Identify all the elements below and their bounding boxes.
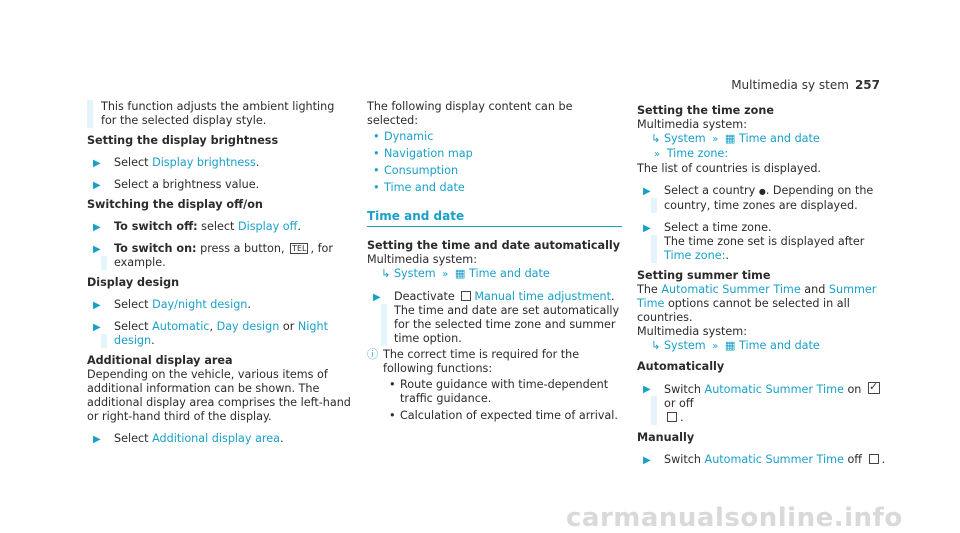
step-text: . The time and date are set automatically for the selected time zone and summer time option.	[394, 290, 620, 345]
step-arrow-icon: ▶	[93, 244, 101, 255]
info-icon: ⓘ	[367, 348, 379, 361]
design-step-2	[87, 320, 352, 348]
summer-text-part: The	[637, 283, 662, 296]
info-note	[367, 348, 622, 423]
step-text: or	[279, 320, 298, 333]
checkbox-empty-icon	[461, 291, 471, 301]
automatically-heading: Automatically	[637, 360, 725, 373]
step-text: .	[297, 220, 301, 233]
section-title: Multimedia sy stem	[731, 78, 849, 92]
step-text: ,	[209, 320, 217, 333]
step-text: Select a brightness value.	[114, 178, 260, 191]
path-system[interactable]: System	[393, 267, 436, 280]
step-text: Select	[114, 156, 153, 169]
path-system[interactable]: System	[663, 132, 706, 145]
running-header	[731, 78, 880, 92]
multimedia-label-2: Multimedia system:	[637, 325, 747, 338]
double-chevron-icon: »	[712, 134, 719, 145]
info-item: • Route guidance with time-dependent traffic guidance.	[383, 378, 622, 406]
column-2	[367, 100, 622, 426]
step-arrow-icon: ▶	[643, 384, 651, 395]
countries-text: The list of countries is displayed.	[637, 162, 821, 175]
step-text: on	[843, 383, 865, 396]
path-time-zone[interactable]: Time zone:	[666, 147, 729, 160]
summer-time-heading: Setting summer time	[637, 269, 771, 282]
step-text: . Depending on the country, time zones are displayed.	[664, 184, 874, 212]
step-bar	[651, 396, 657, 425]
step-text: press a button,	[196, 242, 289, 255]
step-arrow-icon: ▶	[93, 180, 101, 191]
step-text: , for example.	[114, 242, 333, 269]
onoff-heading: Switching the display off/on	[87, 198, 263, 211]
double-chevron-icon: »	[442, 269, 449, 280]
brightness-step-1	[87, 156, 352, 170]
auto-summer-step: ▶ Switch Automatic Summer Time on ✓ or off .	[637, 382, 892, 425]
manual-summer-step: ▶ Switch Automatic Summer Time off .	[643, 453, 886, 466]
summer-text-part: and	[800, 283, 829, 296]
time-zone-link[interactable]: Time zone:	[664, 249, 726, 262]
step-label: To switch off:	[114, 220, 198, 233]
design-step-1	[87, 298, 352, 312]
switch-on-step	[87, 242, 352, 270]
automatic-summer-time-option[interactable]: Automatic Summer Time	[661, 283, 801, 296]
step-bar	[101, 256, 107, 270]
display-brightness-menu-item[interactable]: Display brightness	[152, 156, 256, 169]
path-time-and-date[interactable]: Time and date	[469, 267, 550, 280]
day-design-menu-item[interactable]: Day design	[216, 320, 280, 333]
step-bar	[651, 198, 657, 213]
step-text: Select a country	[664, 184, 756, 197]
step-text: Select a time zone.	[664, 221, 772, 234]
step-text: Switch	[664, 383, 705, 396]
checkbox-empty-icon	[667, 412, 677, 422]
step-bar	[381, 304, 387, 346]
step-arrow-icon: ▶	[93, 222, 101, 233]
step-bar	[651, 235, 657, 263]
radio-selected-icon: ●	[758, 187, 766, 196]
design-heading: Display design	[87, 276, 180, 289]
zone-step	[637, 221, 892, 263]
automatic-summer-time-switch-off[interactable]: Automatic Summer Time	[704, 453, 844, 466]
time-and-date-section-title: Time and date	[367, 209, 622, 227]
watermark: carmanualsonline.info	[566, 503, 903, 533]
deactivate-step	[367, 290, 622, 346]
menu-path	[637, 132, 892, 147]
intro-note: This function adjusts the ambient lighting for the selected display style.	[87, 100, 352, 128]
summer-time-option[interactable]: Summer Time	[637, 283, 877, 310]
step-text: Select	[114, 432, 153, 445]
return-arrow-icon: ↳	[651, 132, 661, 145]
step-text: .	[247, 298, 251, 311]
additional-area-step	[87, 432, 352, 446]
return-arrow-icon: ↳	[381, 267, 391, 280]
step-text: Deactivate	[394, 290, 459, 303]
menu-path-3	[637, 339, 892, 354]
double-chevron-icon: »	[712, 341, 719, 352]
menu-path-2	[637, 147, 892, 162]
checkbox-checked-icon	[868, 382, 880, 394]
additional-area-text: Depending on the vehicle, various items of additional information can be shown. The additional display area comprises the left-hand or right-hand third of the display.	[87, 368, 351, 423]
calendar-icon: ▦	[724, 339, 736, 352]
content-item-time-and-date[interactable]: • Time and date	[367, 181, 622, 195]
day-night-design-menu-item[interactable]: Day/night design	[152, 298, 248, 311]
path-time-and-date[interactable]: Time and date	[739, 339, 820, 352]
column-3	[637, 100, 892, 467]
content-item-consumption[interactable]: • Consumption	[367, 164, 622, 178]
column-1	[87, 100, 352, 446]
tel-key-icon: TEL	[292, 244, 307, 253]
step-arrow-icon: ▶	[93, 434, 101, 445]
switch-off-step	[87, 220, 352, 234]
checkbox-empty-icon	[869, 454, 879, 464]
page-number: 257	[854, 78, 880, 92]
calendar-icon: ▦	[454, 267, 466, 280]
automatic-summer-time-switch[interactable]: Automatic Summer Time	[704, 383, 844, 396]
step-text: off	[843, 453, 866, 466]
summer-text-part: options cannot be selected in all countries.	[637, 297, 850, 324]
step-text: select	[197, 220, 238, 233]
time-zone-heading: Setting the time zone	[637, 104, 774, 117]
step-text: Select	[114, 298, 153, 311]
display-off-menu-item[interactable]: Display off	[237, 220, 298, 233]
menu-path	[367, 267, 622, 282]
info-item: • Calculation of expected time of arrival.	[383, 409, 622, 423]
step-arrow-icon: ▶	[93, 300, 101, 311]
info-text: The correct time is required for the following functions:	[383, 348, 580, 375]
return-arrow-icon: ↳	[651, 339, 661, 352]
multimedia-label: Multimedia system:	[637, 118, 747, 131]
automatic-menu-item[interactable]: Automatic	[152, 320, 210, 333]
step-text: Switch	[664, 453, 705, 466]
summer-text	[637, 283, 892, 325]
brightness-heading: Setting the display brightness	[87, 134, 279, 147]
step-text: .	[151, 334, 155, 347]
multimedia-label: Multimedia system:	[367, 253, 477, 266]
step-text: .	[280, 432, 284, 445]
step-arrow-icon: ▶	[643, 455, 651, 466]
step-arrow-icon: ▶	[643, 186, 651, 197]
step-text: Select	[114, 320, 153, 333]
info-list	[383, 378, 622, 423]
step-text: .	[255, 156, 260, 169]
path-time-and-date[interactable]: Time and date	[739, 132, 820, 145]
step-label: To switch on:	[114, 242, 197, 255]
step-arrow-icon: ▶	[373, 292, 381, 303]
content-intro: The following display content can be selected:	[367, 100, 573, 127]
step-arrow-icon: ▶	[93, 158, 101, 169]
country-step	[637, 184, 892, 213]
content-item-navigation-map[interactable]: • Navigation map	[367, 147, 622, 161]
step-arrow-icon: ▶	[93, 322, 101, 333]
step-text: The time zone set is displayed after	[664, 235, 865, 248]
content-item-dynamic[interactable]: • Dynamic	[367, 130, 622, 144]
additional-area-heading: Additional display area	[87, 354, 233, 367]
step-bar	[101, 334, 107, 348]
auto-time-heading: Setting the time and date automatically	[367, 239, 621, 252]
step-text: or off	[664, 397, 694, 410]
content-list	[367, 130, 622, 195]
path-system[interactable]: System	[663, 339, 706, 352]
manual-time-adjustment-option[interactable]: Manual time adjustment	[474, 290, 611, 303]
additional-display-area-menu-item[interactable]: Additional display area	[152, 432, 281, 445]
calendar-icon: ▦	[724, 132, 736, 145]
night-design-menu-item[interactable]: Night design	[114, 320, 328, 347]
step-arrow-icon: ▶	[643, 223, 651, 234]
double-chevron-icon: »	[654, 149, 661, 160]
brightness-step-2	[87, 178, 352, 192]
step-text: .	[725, 249, 729, 262]
manually-heading: Manually	[637, 431, 695, 444]
